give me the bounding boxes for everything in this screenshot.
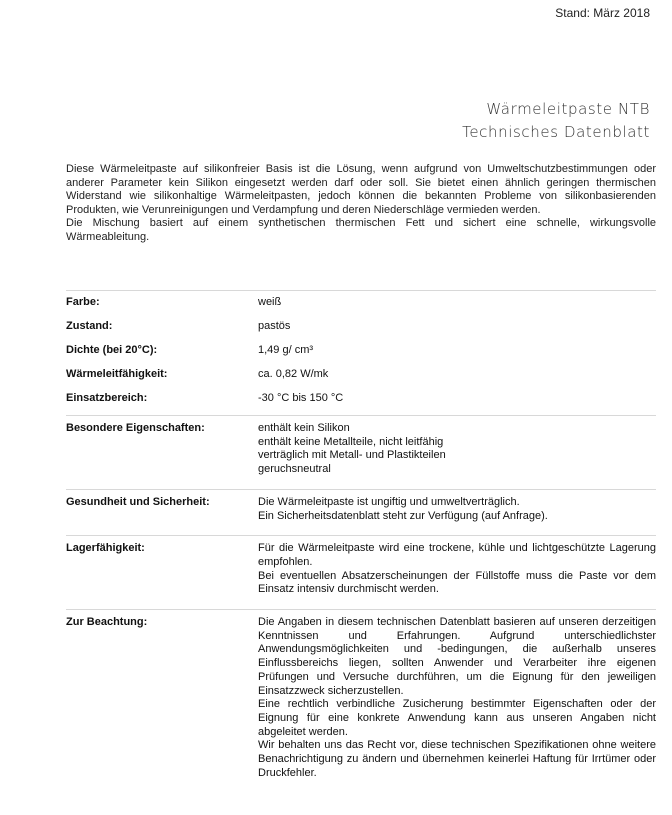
property-value — [258, 422, 656, 477]
value-line: Für die Wärmeleitpaste wird eine trockene, kühle und lichtgeschützte Lagerung empfohlen. — [258, 542, 656, 568]
property-value: weiß — [258, 296, 282, 308]
intro-paragraph: Diese Wärmeleitpaste auf silikonfreier Basis ist die Lösung, wenn aufgrund von Umweltschutzbestimmungen oder anderer Parameter kein Silikon eingesetzt werden darf oder soll. Sie bietet einen ähnlich geringen thermischen Widerstand wie silikonhaltige Wärmeleitpasten, jedoch können die bekannten Probleme von silikonbasierenden Produkten, wie Verunreinigungen und Verdampfung und deren Niederschläge vermieden werden. — [66, 163, 656, 216]
property-value: -30 °C bis 150 °C — [258, 392, 344, 404]
product-name: Wärmeleitpaste NTB — [486, 100, 650, 118]
property-value — [258, 616, 656, 780]
document-title — [462, 98, 650, 144]
property-label: Farbe: — [66, 296, 100, 308]
value-line: enthält kein Silikon — [258, 422, 350, 434]
property-label: Lagerfähigkeit: — [66, 542, 145, 555]
property-row-zustand — [66, 315, 656, 339]
property-label: Gesundheit und Sicherheit: — [66, 495, 210, 508]
intro-text — [66, 163, 656, 245]
property-label: Wärmeleitfähigkeit: — [66, 368, 168, 380]
property-row-besondere-eigenschaften — [66, 416, 656, 485]
property-label: Dichte (bei 20°C): — [66, 344, 158, 356]
value-line: verträglich mit Metall- und Plastikteilen — [258, 449, 446, 462]
property-row-einsatzbereich — [66, 387, 656, 411]
property-row-waermeleitfaehigkeit — [66, 363, 656, 387]
property-label: Einsatzbereich: — [66, 392, 148, 404]
value-line: enthält keine Metallteile, nicht leitfähig — [258, 435, 444, 448]
property-row-dichte — [66, 339, 656, 363]
property-label: Zur Beachtung: — [66, 616, 148, 629]
property-value — [258, 496, 656, 523]
value-line: Ein Sicherheitsdatenblatt steht zur Verfügung (auf Anfrage). — [258, 509, 548, 522]
revision-date: Stand: März 2018 — [555, 6, 650, 20]
value-line: Wir behalten uns das Recht vor, diese technischen Spezifikationen ohne weitere Benachrichtigung zu ändern und übernehmen keinerlei Haftung für Irrtümer oder Druckfehler. — [258, 739, 656, 779]
intro-paragraph: Die Mischung basiert auf einem synthetischen thermischen Fett und sichert eine schnelle, wirkungsvolle Wärmeableitung. — [66, 217, 656, 243]
value-line: Die Angaben in diesem technischen Datenblatt basieren auf unseren derzeitigen Kenntnissen und Erfahrungen. Aufgrund unterschiedlichster Anwendungsmöglichkeiten und -bedingungen, die außerhalb unseres Einflussbereichs liegen, sollten Anwender und Verarbeiter ihre eigenen Prüfungen und Versuche durchführen, um die Eignung für den jeweiligen Einsatzzweck sicherzustellen. — [258, 616, 656, 697]
property-row-gesundheit — [66, 490, 656, 531]
document-type: Technisches Datenblatt — [462, 123, 650, 141]
property-label: Besondere Eigenschaften: — [66, 422, 205, 434]
property-value: 1,49 g/ cm³ — [258, 344, 314, 356]
value-line: Bei eventuellen Absatzerscheinungen der Füllstoffe muss die Paste vor dem Einsatz intensiv durchmischt werden. — [258, 569, 656, 596]
value-line: Eine rechtlich verbindliche Zusicherung bestimmter Eigenschaften oder der Eignung für eine konkrete Anwendung kann aus unseren Angaben nicht abgeleitet werden. — [258, 698, 656, 738]
properties-table — [66, 290, 656, 788]
property-row-lagerfaehigkeit — [66, 536, 656, 605]
property-value: ca. 0,82 W/mk — [258, 368, 329, 380]
value-line: geruchsneutral — [258, 463, 331, 476]
property-label: Zustand: — [66, 320, 113, 332]
property-value — [258, 542, 656, 597]
property-row-farbe — [66, 291, 656, 315]
value-line: Die Wärmeleitpaste ist ungiftig und umweltverträglich. — [258, 495, 520, 508]
property-value: pastös — [258, 320, 291, 332]
property-row-zur-beachtung — [66, 610, 656, 788]
